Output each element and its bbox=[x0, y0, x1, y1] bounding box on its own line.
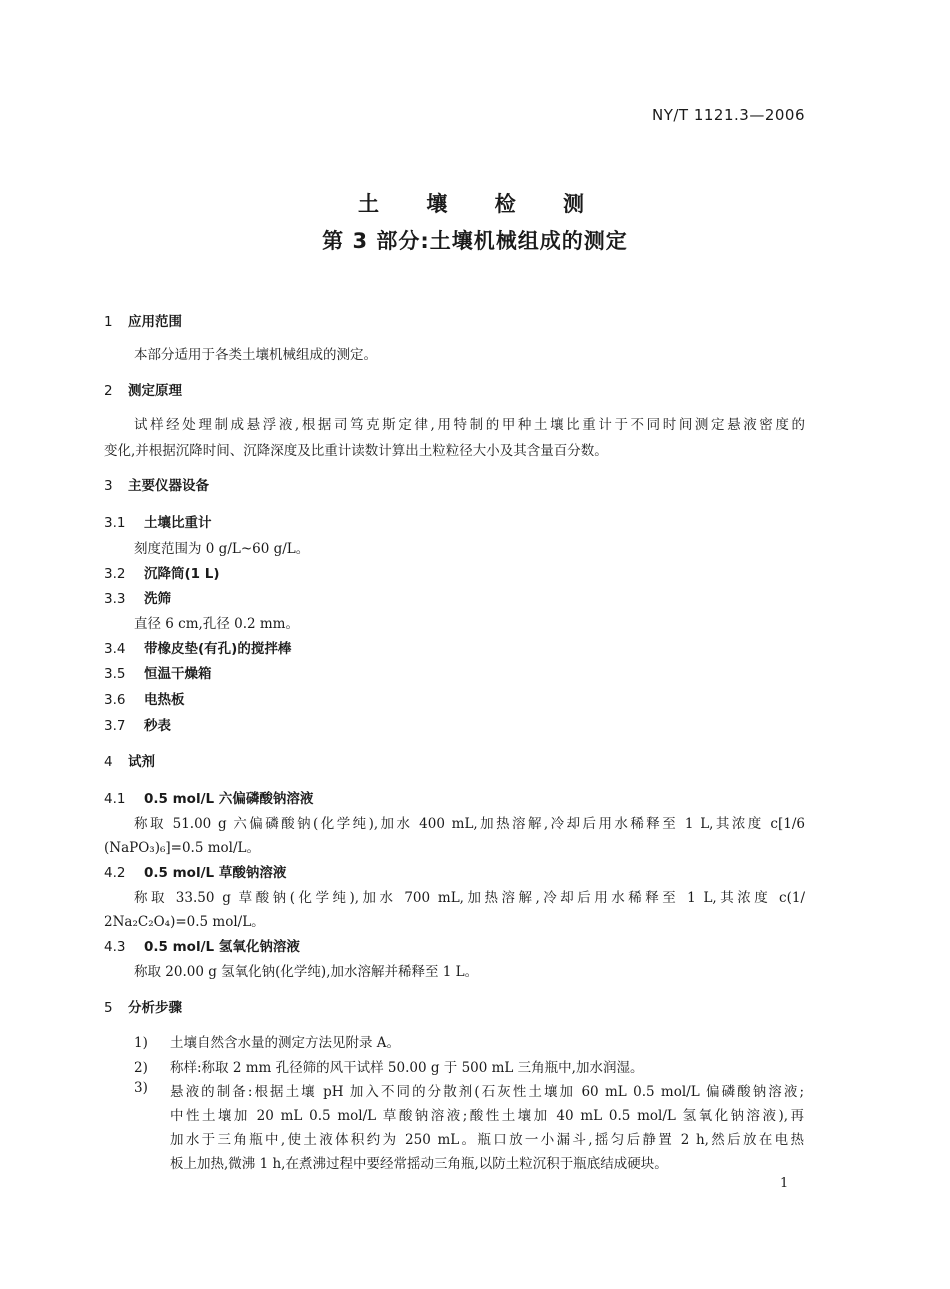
subsection-number: 3.4 bbox=[104, 641, 126, 657]
subsection-title: 恒温干燥箱 bbox=[144, 666, 212, 682]
subsection-heading bbox=[104, 714, 171, 734]
step-text-line: 加水于三角瓶中,使土液体积约为 250 mL。瓶口放一小漏斗,摇匀后静置 2 h,然后放在电热 bbox=[170, 1132, 804, 1148]
paragraph-line: (NaPO₃)₆]=0.5 mol/L。 bbox=[104, 840, 260, 856]
subsection-title: 沉降筒(1 L) bbox=[144, 566, 220, 582]
paragraph: 刻度范围为 0 g/L~60 g/L。 bbox=[134, 541, 310, 557]
section-title: 应用范围 bbox=[128, 314, 182, 330]
subsection-number: 4.3 bbox=[104, 939, 126, 955]
paragraph-line: 称取 51.00 g 六偏磷酸钠(化学纯),加水 400 mL,加热溶解,冷却后用水稀释至 1 L,其浓度 c[1/6 bbox=[134, 816, 805, 832]
paragraph-line: 称取 20.00 g 氢氧化钠(化学纯),加水溶解并稀释至 1 L。 bbox=[134, 964, 479, 980]
section-number: 3 bbox=[104, 478, 113, 494]
subsection-heading bbox=[104, 637, 291, 657]
subsection-heading bbox=[104, 935, 300, 955]
subsection-title: 0.5 mol/L 氢氧化钠溶液 bbox=[144, 939, 300, 955]
section-number: 2 bbox=[104, 383, 113, 399]
step-number: 3) bbox=[134, 1080, 148, 1096]
section-title: 测定原理 bbox=[128, 383, 182, 399]
paragraph-line: 2Na₂C₂O₄)=0.5 mol/L。 bbox=[104, 914, 265, 930]
subsection-number: 3.1 bbox=[104, 515, 126, 531]
paragraph: 直径 6 cm,孔径 0.2 mm。 bbox=[134, 616, 299, 632]
step-text-line: 中性土壤加 20 mL 0.5 mol/L 草酸钠溶液;酸性土壤加 40 mL 0.5 mol/L 氢氧化钠溶液),再 bbox=[170, 1108, 804, 1124]
subsection-number: 3.3 bbox=[104, 591, 126, 607]
subsection-heading bbox=[104, 511, 212, 531]
title-sub: 第 3 部分:土壤机械组成的测定 bbox=[322, 229, 628, 253]
subsection-title: 洗筛 bbox=[144, 591, 171, 607]
subsection-number: 4.1 bbox=[104, 791, 126, 807]
subsection-title: 0.5 mol/L 六偏磷酸钠溶液 bbox=[144, 791, 314, 807]
title-main: 土 壤 检 测 bbox=[358, 192, 604, 216]
step-item bbox=[134, 1056, 643, 1076]
step-text-line: 板上加热,微沸 1 h,在煮沸过程中要经常摇动三角瓶,以防土粒沉积于瓶底结成硬块。 bbox=[170, 1156, 668, 1172]
subsection-number: 3.5 bbox=[104, 666, 126, 682]
step-item bbox=[134, 1080, 170, 1096]
section-heading bbox=[104, 750, 155, 770]
paragraph-line: 称取 33.50 g 草酸钠(化学纯),加水 700 mL,加热溶解,冷却后用水稀释至 1 L,其浓度 c(1/ bbox=[134, 890, 805, 906]
subsection-number: 3.6 bbox=[104, 692, 126, 708]
subsection-title: 电热板 bbox=[144, 692, 185, 708]
paragraph: 本部分适用于各类土壤机械组成的测定。 bbox=[134, 347, 377, 363]
subsection-number: 4.2 bbox=[104, 865, 126, 881]
subsection-title: 秒表 bbox=[144, 718, 171, 734]
step-text: 称样:称取 2 mm 孔径筛的风干试样 50.00 g 于 500 mL 三角瓶中,加水润湿。 bbox=[170, 1060, 644, 1076]
step-number: 1) bbox=[134, 1035, 148, 1051]
subsection-heading bbox=[104, 662, 212, 682]
step-number: 2) bbox=[134, 1060, 148, 1076]
section-title: 分析步骤 bbox=[128, 1000, 182, 1016]
subsection-heading bbox=[104, 562, 220, 582]
section-heading bbox=[104, 310, 182, 330]
section-number: 5 bbox=[104, 1000, 113, 1016]
subsection-title: 土壤比重计 bbox=[144, 515, 212, 531]
subsection-heading bbox=[104, 861, 286, 881]
paragraph-line: 试样经处理制成悬浮液,根据司笃克斯定律,用特制的甲种土壤比重计于不同时间测定悬液密度的 bbox=[134, 417, 805, 433]
subsection-heading bbox=[104, 688, 185, 708]
section-title: 主要仪器设备 bbox=[128, 478, 209, 494]
subsection-title: 带橡皮垫(有孔)的搅拌棒 bbox=[144, 641, 292, 657]
section-heading bbox=[104, 379, 182, 399]
document-code: NY/T 1121.3—2006 bbox=[651, 106, 805, 124]
section-heading bbox=[104, 996, 182, 1016]
paragraph-line: 变化,并根据沉降时间、沉降深度及比重计读数计算出土粒粒径大小及其含量百分数。 bbox=[104, 443, 608, 459]
section-heading bbox=[104, 474, 209, 494]
step-text-line: 悬液的制备:根据土壤 pH 加入不同的分散剂(石灰性土壤加 60 mL 0.5 mol/L 偏磷酸钠溶液; bbox=[170, 1084, 804, 1100]
subsection-number: 3.2 bbox=[104, 566, 126, 582]
subsection-heading bbox=[104, 587, 171, 607]
step-text: 土壤自然含水量的测定方法见附录 A。 bbox=[170, 1035, 401, 1051]
section-number: 1 bbox=[104, 314, 113, 330]
subsection-number: 3.7 bbox=[104, 718, 126, 734]
section-number: 4 bbox=[104, 754, 113, 770]
subsection-title: 0.5 mol/L 草酸钠溶液 bbox=[144, 865, 287, 881]
step-item bbox=[134, 1031, 400, 1051]
page-number: 1 bbox=[780, 1176, 789, 1191]
section-title: 试剂 bbox=[128, 754, 155, 770]
subsection-heading bbox=[104, 787, 313, 807]
